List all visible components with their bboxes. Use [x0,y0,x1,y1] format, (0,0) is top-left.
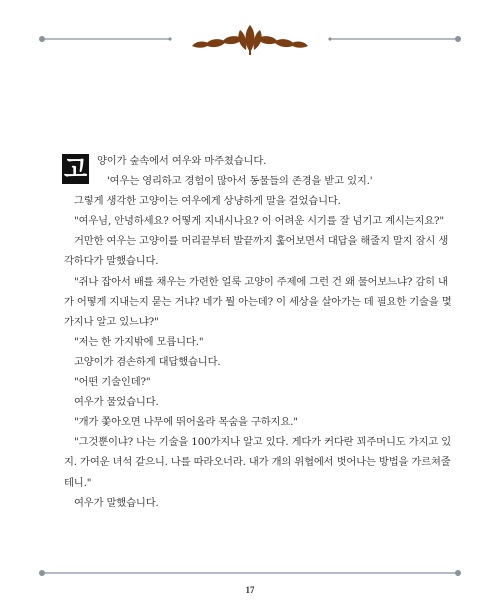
page-number: 17 [245,585,255,595]
dropcap: 고 [63,155,88,183]
top-rule-right [328,36,461,42]
paragraph-11: "개가 쫓아오면 나무에 뛰어올라 목숨을 구하지요." [74,416,298,429]
paragraph-3: 그렇게 생각한 고양이는 여우에게 상냥하게 말을 걸었습니다. [74,195,341,208]
paragraph-2: '여우는 영리하고 경험이 많아서 동물들의 존경을 받고 있지.' [107,175,373,188]
paragraph-12: "그것뿐이냐? 나는 기술을 100가지나 알고 있다. 게다가 커다란 꾀주머니도 가지고 있지. 가여운 녀석 같으니. 나를 따라오너라. 내가 개의 위협에서 벗어나는 방법을 가르쳐줄 테니." [64,436,452,489]
paragraph-1: 양이가 숲속에서 여우와 마주쳤습니다. [97,155,267,167]
paragraph-10: 여우가 물었습니다. [74,396,159,409]
paragraph-7: "저는 한 가지밖에 모릅니다." [74,335,204,348]
paragraph-4: "여우님, 안녕하세요? 어떻게 지내시나요? 이 어려운 시기를 잘 넘기고 계시는지요?" [74,215,445,228]
top-ornament [0,22,500,56]
story-text [64,151,454,513]
paragraph-9: "어떤 기술인데?" [74,376,151,389]
bottom-rule [0,566,500,580]
leaf-ornament-icon [192,25,308,55]
paragraph-13: 여우가 말했습니다. [74,496,159,509]
paragraph-8: 고양이가 겸손하게 대답했습니다. [74,355,221,368]
top-rule-left [39,36,172,42]
paragraph-5: 거만한 여우는 고양이를 머리끝부터 발끝까지 훑어보면서 대답을 해줄지 말지 잠시 생각하다가 말했습니다. [64,235,449,268]
paragraph-6: "쥐나 잡아서 배를 채우는 가련한 얼룩 고양이 주제에 그런 건 왜 물어보느냐? 감히 내가 어떻게 지내는지 묻는 거냐? 네가 뭘 아는데? 이 세상을 살아가는 데 필요한 기술을 몇 가지나 알고 있느냐?" [64,275,452,328]
